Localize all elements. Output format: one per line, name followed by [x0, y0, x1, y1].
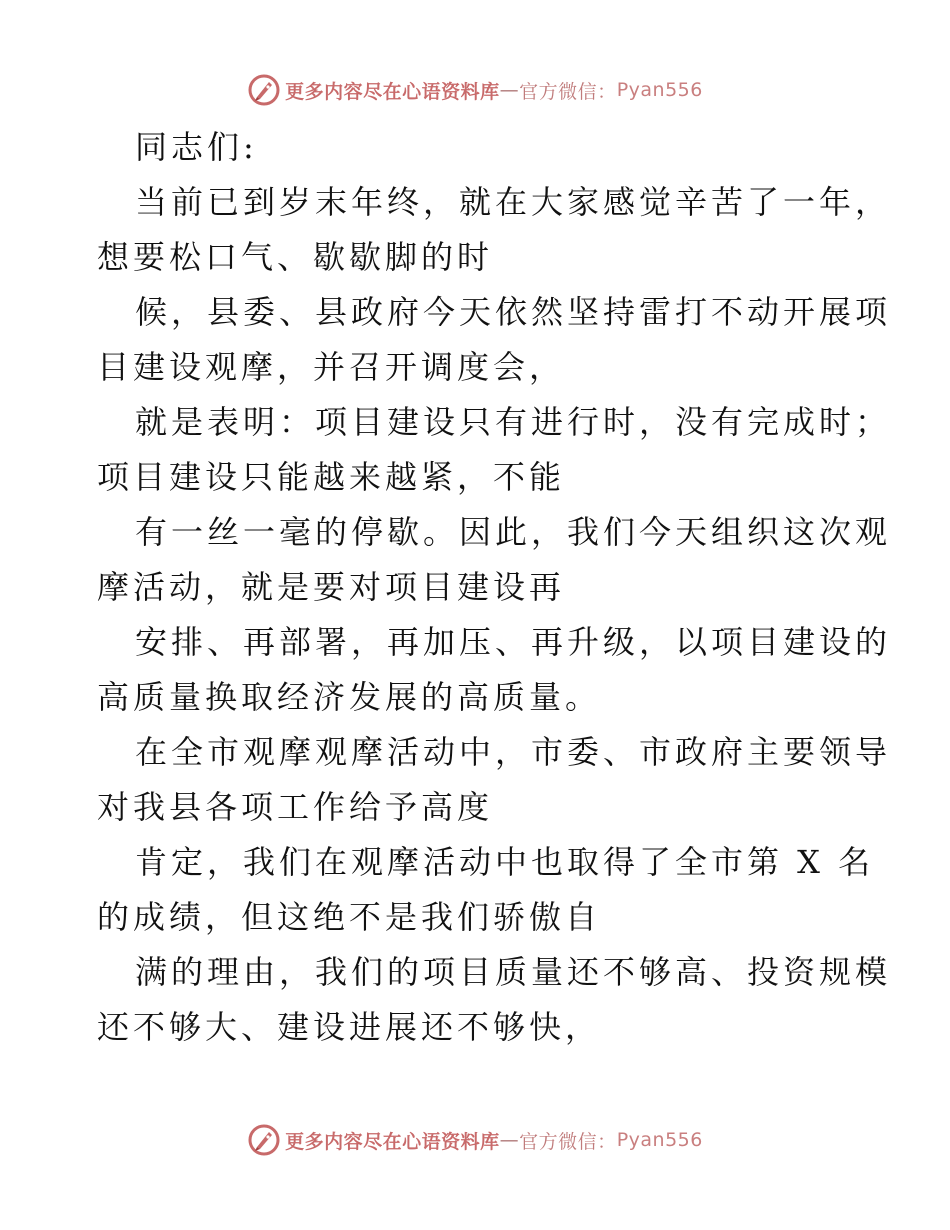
pen-nib-circle-icon [247, 73, 281, 107]
text-line: 还不够大、建设进展还不够快， [97, 1008, 602, 1046]
footer-watermark-banner [0, 1120, 950, 1160]
banner-wechat-id: Pyan556 [616, 1129, 703, 1151]
text-line: 当前已到岁末年终，就在大家感觉辛苦了一年， [135, 183, 892, 221]
text-line: 摩活动，就是要对项目建设再 [97, 568, 566, 606]
text-line: 候，县委、县政府今天依然坚持雷打不动开展项 [135, 293, 892, 331]
banner-wechat-id: Pyan556 [616, 79, 703, 101]
banner-official-text: 官方微信： [519, 80, 617, 103]
header-watermark-banner [0, 70, 950, 110]
banner-main-text: 更多内容尽在心语资料库 [285, 1130, 500, 1153]
text-line: 的成绩，但这绝不是我们骄傲自 [97, 898, 602, 936]
banner-separator: — [499, 1129, 520, 1151]
text-line: 对我县各项工作给予高度 [97, 788, 494, 826]
banner-separator: — [499, 79, 520, 101]
document-body [97, 120, 892, 1055]
banner-official-text: 官方微信： [519, 1130, 617, 1153]
banner-main-text: 更多内容尽在心语资料库 [285, 80, 500, 103]
text-line: 满的理由，我们的项目质量还不够高、投资规模 [135, 953, 892, 991]
text-line: 有一丝一毫的停歇。因此，我们今天组织这次观 [135, 513, 892, 551]
text-line: 项目建设只能越来越紧，不能 [97, 458, 566, 496]
text-line: 在全市观摩观摩活动中，市委、市政府主要领导 [135, 733, 892, 771]
text-line: 就是表明：项目建设只有进行时，没有完成时； [135, 403, 892, 441]
text-line: 同志们: [135, 128, 258, 166]
pen-nib-circle-icon [247, 1123, 281, 1157]
text-line: 肯定，我们在观摩活动中也取得了全市第 X 名 [135, 843, 875, 881]
text-line: 安排、再部署，再加压、再升级，以项目建设的 [135, 623, 892, 661]
text-line: 想要松口气、歇歇脚的时 [97, 238, 494, 276]
text-line: 目建设观摩，并召开调度会， [97, 348, 566, 386]
text-line: 高质量换取经济发展的高质量。 [97, 678, 602, 716]
